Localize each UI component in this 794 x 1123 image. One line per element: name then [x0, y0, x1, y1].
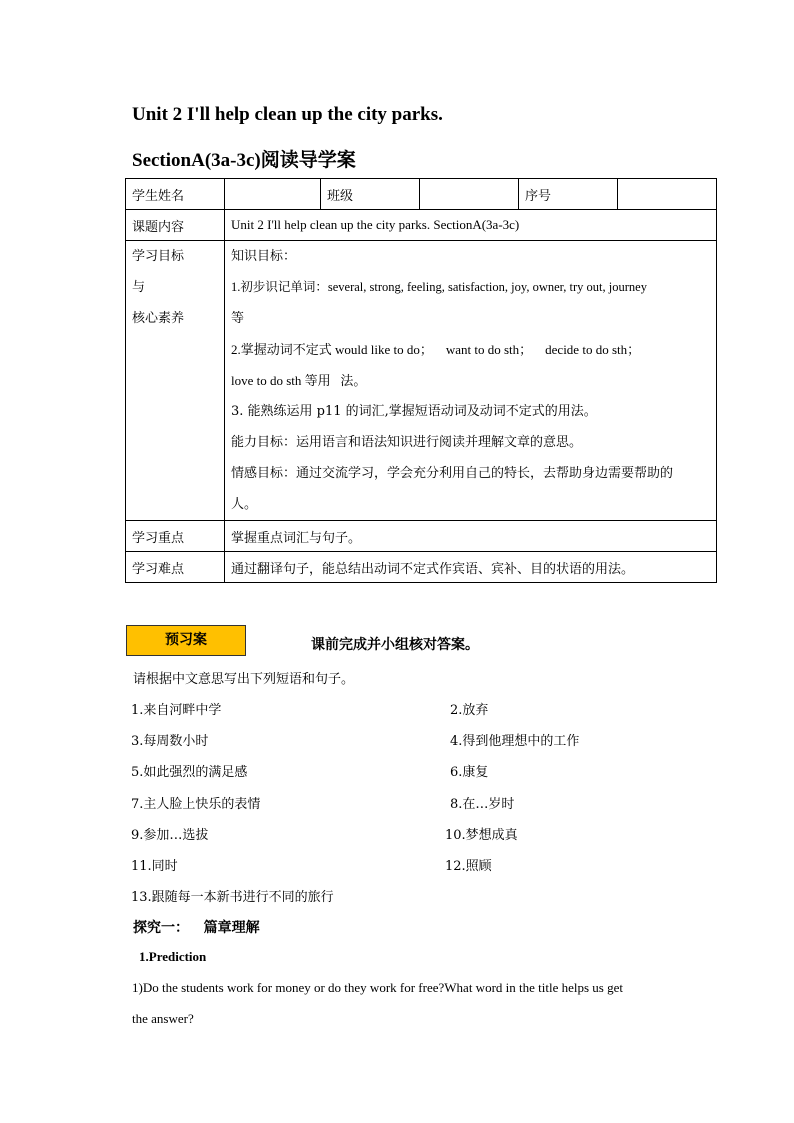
table-row: [126, 521, 717, 552]
student-name-label: 学生姓名: [126, 179, 225, 210]
explore-subheading: 1.Prediction: [139, 949, 207, 964]
goal-line: 3. 能熟练运用 p11 的词汇,掌握短语动词及动词不定式的用法。: [231, 404, 597, 419]
explore-heading: 探究一： 篇章理解: [133, 920, 260, 936]
goals-label-line: 核心素养: [132, 311, 185, 326]
preview-instruction: 请根据中文意思写出下列短语和句子。: [133, 672, 355, 687]
question-line: 1)Do the students work for money or do they work for free?What word in the title helps us get: [132, 980, 623, 995]
table-row: [126, 241, 717, 521]
goals-content: [225, 241, 717, 521]
difficulty-label: 学习难点: [126, 552, 225, 583]
list-item: 5.如此强烈的满足感: [131, 765, 248, 780]
topic-label: 课题内容: [126, 210, 225, 241]
info-table: [125, 178, 717, 583]
list-item: 2.放弃: [450, 703, 489, 718]
seat-field[interactable]: [618, 179, 717, 210]
page-subtitle: SectionA(3a-3c)阅读导学案: [132, 150, 356, 171]
question-line: the answer?: [132, 1011, 194, 1026]
list-item: 8.在…岁时: [450, 797, 515, 812]
goal-line: 1.初步识记单词：several, strong, feeling, satisfaction, joy, owner, try out, journey: [231, 280, 647, 294]
goals-label-line: 学习目标: [132, 249, 185, 264]
goal-line: 情感目标：通过交流学习，学会充分利用自己的特长，去帮助身边需要帮助的: [231, 466, 674, 481]
preview-note: 课前完成并小组核对答案。: [311, 637, 479, 653]
list-item: 13.跟随每一本新书进行不同的旅行: [131, 890, 334, 905]
list-item: 6.康复: [450, 765, 489, 780]
list-item: 4.得到他理想中的工作: [450, 734, 580, 749]
goal-line: 2.掌握动词不定式 would like to do； want to do sth； decide to do sth；: [231, 342, 641, 357]
goal-line: love to do sth 等用 法。: [231, 373, 367, 388]
list-item: 9.参加…选拔: [131, 828, 209, 843]
goal-line: 人。: [231, 497, 258, 512]
focus-label: 学习重点: [126, 521, 225, 552]
page-title: Unit 2 I'll help clean up the city parks.: [132, 104, 443, 125]
list-item: 7.主人脸上快乐的表情: [131, 797, 261, 812]
list-item: 10.梦想成真: [445, 828, 518, 843]
preview-badge: 预习案: [126, 625, 246, 656]
topic-value: Unit 2 I'll help clean up the city parks. SectionA(3a-3c): [225, 210, 717, 241]
list-item: 3.每周数小时: [131, 734, 209, 749]
list-item: 12.照顾: [445, 859, 492, 874]
goals-label: [126, 241, 225, 521]
list-item: 11.同时: [131, 859, 178, 874]
goal-line: 等: [231, 311, 245, 326]
table-row: [126, 210, 717, 241]
goal-line: 知识目标：: [231, 249, 297, 264]
focus-value: 掌握重点词汇与句子。: [225, 521, 717, 552]
class-field[interactable]: [420, 179, 519, 210]
student-name-field[interactable]: [225, 179, 321, 210]
difficulty-value: 通过翻译句子，能总结出动词不定式作宾语、宾补、目的状语的用法。: [225, 552, 717, 583]
list-item: 1.来自河畔中学: [131, 703, 222, 718]
seat-label: 序号: [519, 179, 618, 210]
goal-line: 能力目标：运用语言和语法知识进行阅读并理解文章的意思。: [231, 435, 583, 450]
table-row: [126, 179, 717, 210]
goals-label-line: 与: [132, 280, 146, 295]
class-label: 班级: [321, 179, 420, 210]
table-row: [126, 552, 717, 583]
